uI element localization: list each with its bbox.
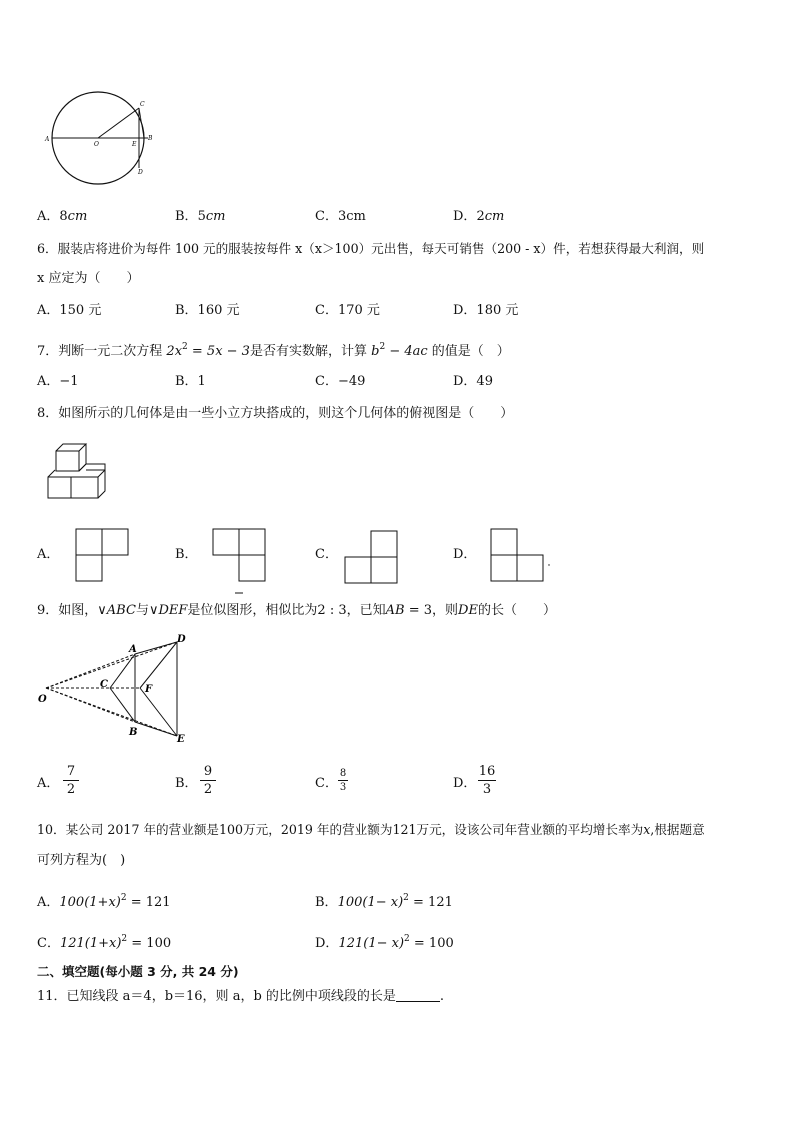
q9-text: 9．如图，∨ABC与∨DEF是位似图形，相似比为2 : 3，已知AB = 3，则DE的长（ ） (37, 603, 556, 618)
answer-blank[interactable] (396, 989, 440, 1002)
q5-option-b: B．5cm (175, 209, 226, 224)
q8-text: 8．如图所示的几何体是由一些小立方块搭成的，则这个几何体的俯视图是（ ） (37, 406, 514, 421)
q5-option-a: A．8cm (37, 209, 88, 224)
q9-label-a: A (129, 644, 137, 655)
q5-option-c: C．3cm (315, 209, 366, 224)
q9-label-o: O (38, 694, 47, 705)
q9-label-d: D (177, 634, 186, 645)
label-e: E (132, 141, 137, 148)
q9-label-f: F (145, 684, 153, 695)
q10-option-b: B．$100(1- x)^2 = 121$ (315, 893, 453, 910)
q8-option-c-figure (344, 530, 400, 586)
q9-option-d-letter: D． (453, 776, 477, 791)
q9-option-b-letter: B． (175, 776, 198, 791)
q7-option-c: C．−49 (315, 374, 366, 389)
q8-option-a-label: A． (37, 547, 60, 562)
q6-text-line2: x 应定为（ ） (37, 271, 140, 286)
q6-option-b: B．160 元 (175, 303, 240, 318)
radius-oc (98, 108, 139, 138)
q9-label-c: C (100, 679, 108, 690)
q9-homothety-figure (38, 632, 198, 744)
q7-option-b: B．1 (175, 374, 206, 389)
q8-option-b-figure (212, 528, 268, 600)
label-c: C (140, 101, 145, 108)
segment-cb (139, 108, 144, 138)
q11-text: 11．已知线段 a＝4，b＝16，则 a，b 的比例中项线段的长是 . (37, 989, 445, 1004)
q6-option-a: A．150 元 (37, 303, 102, 318)
q9-option-a-letter: A． (37, 776, 60, 791)
q6-text-line1: 6．服装店将进价为每件 100 元的服装按每件 x（x＞100）元出售，每天可销售（200 - x）件，若想获得最大利润，则 (37, 241, 705, 256)
q5-option-d: D．2cm (453, 209, 505, 224)
q8-option-d-label: D． (453, 547, 477, 562)
q9-label-b: B (129, 727, 138, 738)
q7-option-a: A．−1 (37, 374, 79, 389)
q9-option-c-fraction: 8 3 (339, 768, 347, 793)
q9-option-b-fraction: 9 2 (200, 764, 216, 797)
q8-solid-figure (44, 440, 110, 502)
q9-option-a-fraction: 7 2 (63, 764, 79, 797)
section-title-fill-blank: 二、填空题(每小题 3 分, 共 24 分) (37, 964, 239, 979)
q9-label-e: E (177, 734, 185, 744)
q6-option-d: D．180 元 (453, 303, 519, 318)
q10-option-d: D．$121(1- x)^2 = 100$ (315, 934, 454, 951)
q8-option-c-label: C． (315, 547, 338, 562)
q10-option-a: A．$100(1+x)^2 = 121$ (37, 893, 171, 910)
q9-option-c-letter: C． (315, 776, 338, 791)
circle-figure (42, 88, 162, 190)
label-a: A (45, 136, 50, 143)
q8-option-d-figure (490, 528, 552, 584)
label-d: D (138, 169, 143, 176)
label-o: O (94, 141, 99, 148)
q10-text-line1: 10．某公司 2017 年的营业额是100万元，2019 年的营业额为121万元，设该公司年营业额的平均增长率为x,根据题意 (37, 822, 705, 837)
q9-option-d-fraction: 16 3 (478, 764, 496, 797)
q7-text: 7．判断一元二次方程 $2x^2 = 5x - 3$是否有实数解，计算 $b^2 - 4ac$ 的值是（ ） (37, 342, 510, 359)
q6-option-c: C．170 元 (315, 303, 380, 318)
label-b: B (148, 135, 153, 142)
q8-option-a-figure (75, 528, 131, 584)
q10-text-line2: 可列方程为( ) (37, 853, 126, 868)
q8-option-b-label: B． (175, 547, 198, 562)
q7-option-d: D．49 (453, 374, 493, 389)
q10-option-c: C．$121(1+x)^2 = 100$ (37, 934, 172, 951)
